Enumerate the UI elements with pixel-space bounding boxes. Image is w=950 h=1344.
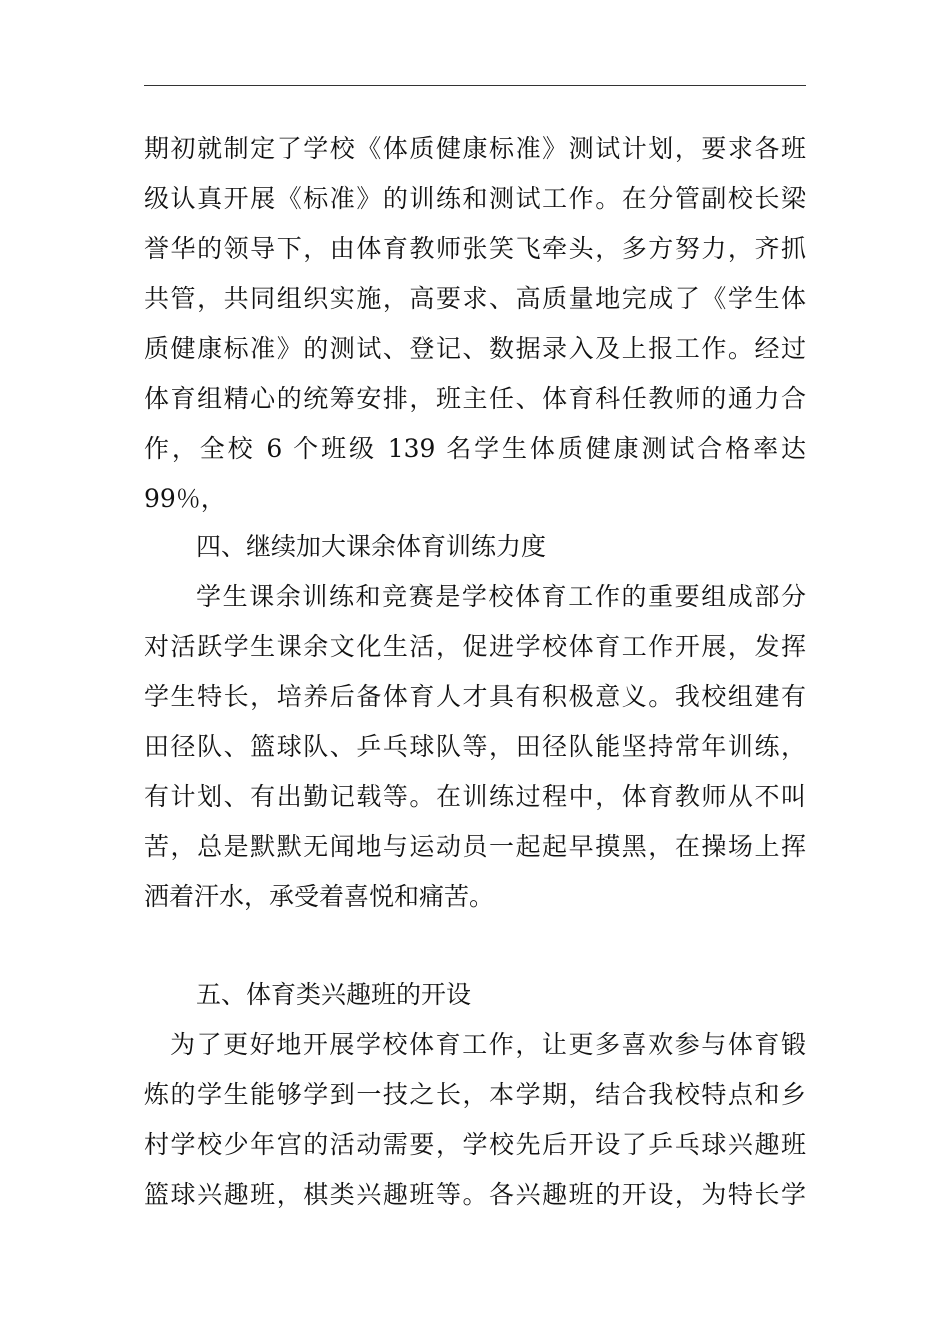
paragraph-line: 篮球兴趣班，棋类兴趣班等。各兴趣班的开设，为特长学 [144,1180,806,1209]
section-heading: 五、体育类兴趣班的开设 [196,980,472,1009]
paragraph-line: 誉华的领导下，由体育教师张笑飞牵头，多方努力，齐抓 [144,234,806,263]
paragraph-line: 学生特长，培养后备体育人才具有积极意义。我校组建有 [144,682,806,711]
paragraph-line: 炼的学生能够学到一技之长，本学期，结合我校特点和乡 [144,1080,806,1109]
paragraph-line: 作，全校 6 个班级 139 名学生体质健康测试合格率达 [144,434,806,463]
paragraph-line: 为了更好地开展学校体育工作，让更多喜欢参与体育锻 [170,1030,806,1059]
paragraph-line: 体育组精心的统筹安排，班主任、体育科任教师的通力合 [144,384,806,413]
paragraph-line: 共管，共同组织实施，高要求、高质量地完成了《学生体 [144,284,806,313]
paragraph-line: 洒着汗水，承受着喜悦和痛苦。 [144,882,495,911]
paragraph-line: 对活跃学生课余文化生活，促进学校体育工作开展，发挥 [144,632,806,661]
paragraph-line: 田径队、篮球队、乒乓球队等，田径队能坚持常年训练， [144,732,806,761]
section-heading: 四、继续加大课余体育训练力度 [196,532,547,561]
paragraph-line: 村学校少年宫的活动需要，学校先后开设了乒乓球兴趣班 [144,1130,806,1159]
paragraph-line: 苦，总是默默无闻地与运动员一起起早摸黑，在操场上挥 [144,832,806,861]
paragraph-line: 有计划、有出勤记载等。在训练过程中，体育教师从不叫 [144,782,806,811]
paragraph-line: 99％， [144,484,226,513]
paragraph-line: 质健康标准》的测试、登记、数据录入及上报工作。经过 [144,334,806,363]
paragraph-line: 学生课余训练和竞赛是学校体育工作的重要组成部分 [196,582,806,611]
header-rule [144,85,806,86]
paragraph-line: 期初就制定了学校《体质健康标准》测试计划，要求各班 [144,134,806,163]
paragraph-line: 级认真开展《标准》的训练和测试工作。在分管副校长梁 [144,184,806,213]
